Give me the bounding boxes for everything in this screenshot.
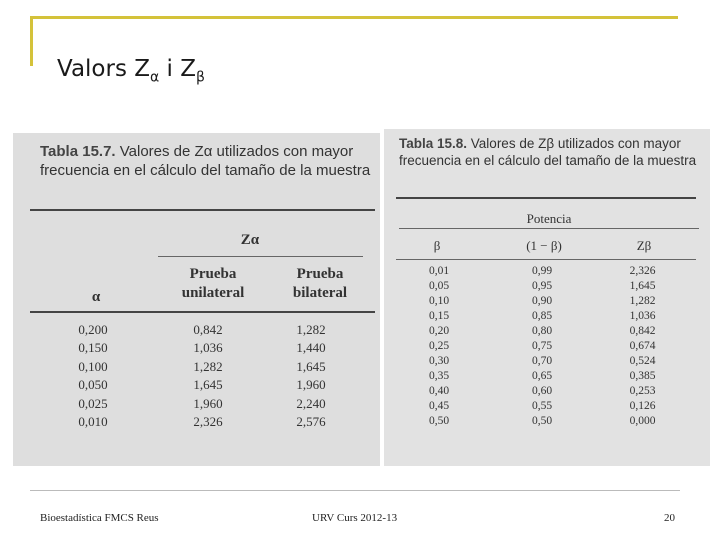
table2-title: Tabla 15.8. Valores de Zβ utilizados con mayor frecuencia en el cálculo del tamaño de la muestra (399, 136, 697, 168)
table2-beta-column: 0,01 0,05 0,10 0,15 0,20 0,25 0,30 0,35 0,40 0,45 0,50 (428, 265, 450, 427)
slide-title: Valors $Z_\alpha$ i $Z_\beta$ (57, 56, 205, 86)
table1-top-rule (30, 209, 375, 211)
slide-frame-top (30, 16, 678, 19)
table1-col-alpha: α (91, 289, 101, 305)
table2-top-rule (396, 197, 696, 199)
table1-header-rule (30, 311, 375, 313)
footer-left: Bioestadística FMCS Reus (40, 512, 159, 524)
table1-unilateral-column: 0,842 1,036 1,282 1,645 1,960 2,326 (193, 322, 223, 430)
page-number: 20 (664, 512, 675, 524)
table2-col-zbeta: Zβ (636, 238, 652, 253)
table2-header-rule (396, 259, 696, 260)
table1-group-header: Zα (240, 232, 260, 248)
table2-group-header: Potencia (526, 211, 572, 226)
footer-divider (30, 490, 680, 491)
table2-col-power: (1 − β) (526, 238, 562, 253)
table1-col-bilateral: Prueba bilateral (292, 266, 348, 301)
table2-group-rule (399, 228, 699, 229)
scanned-table-zbeta (384, 129, 710, 466)
table2-zbeta-column: 2,326 1,645 1,282 1,036 0,842 0,674 0,524 0,385 0,253 0,126 0,000 (629, 265, 656, 427)
footer-center: URV Curs 2012-13 (312, 512, 398, 524)
table2-col-beta: β (433, 238, 441, 253)
table1-group-rule (158, 256, 363, 257)
table1-bilateral-column: 1,282 1,440 1,645 1,960 2,240 2,576 (296, 322, 326, 430)
table1-title: Tabla 15.7. Valores de Zα utilizados con mayor frecuencia en el cálculo del tamaño de la muestra (40, 143, 371, 179)
table1-alpha-column: 0,200 0,150 0,100 0,050 0,025 0,010 (78, 322, 108, 430)
table2-power-column: 0,99 0,95 0,90 0,85 0,80 0,75 0,70 0,65 0,60 0,55 0,50 (531, 265, 553, 427)
table1-col-unilateral: Prueba unilateral (181, 266, 245, 301)
scanned-table-zalpha (13, 133, 380, 466)
slide-frame-left (30, 16, 33, 66)
